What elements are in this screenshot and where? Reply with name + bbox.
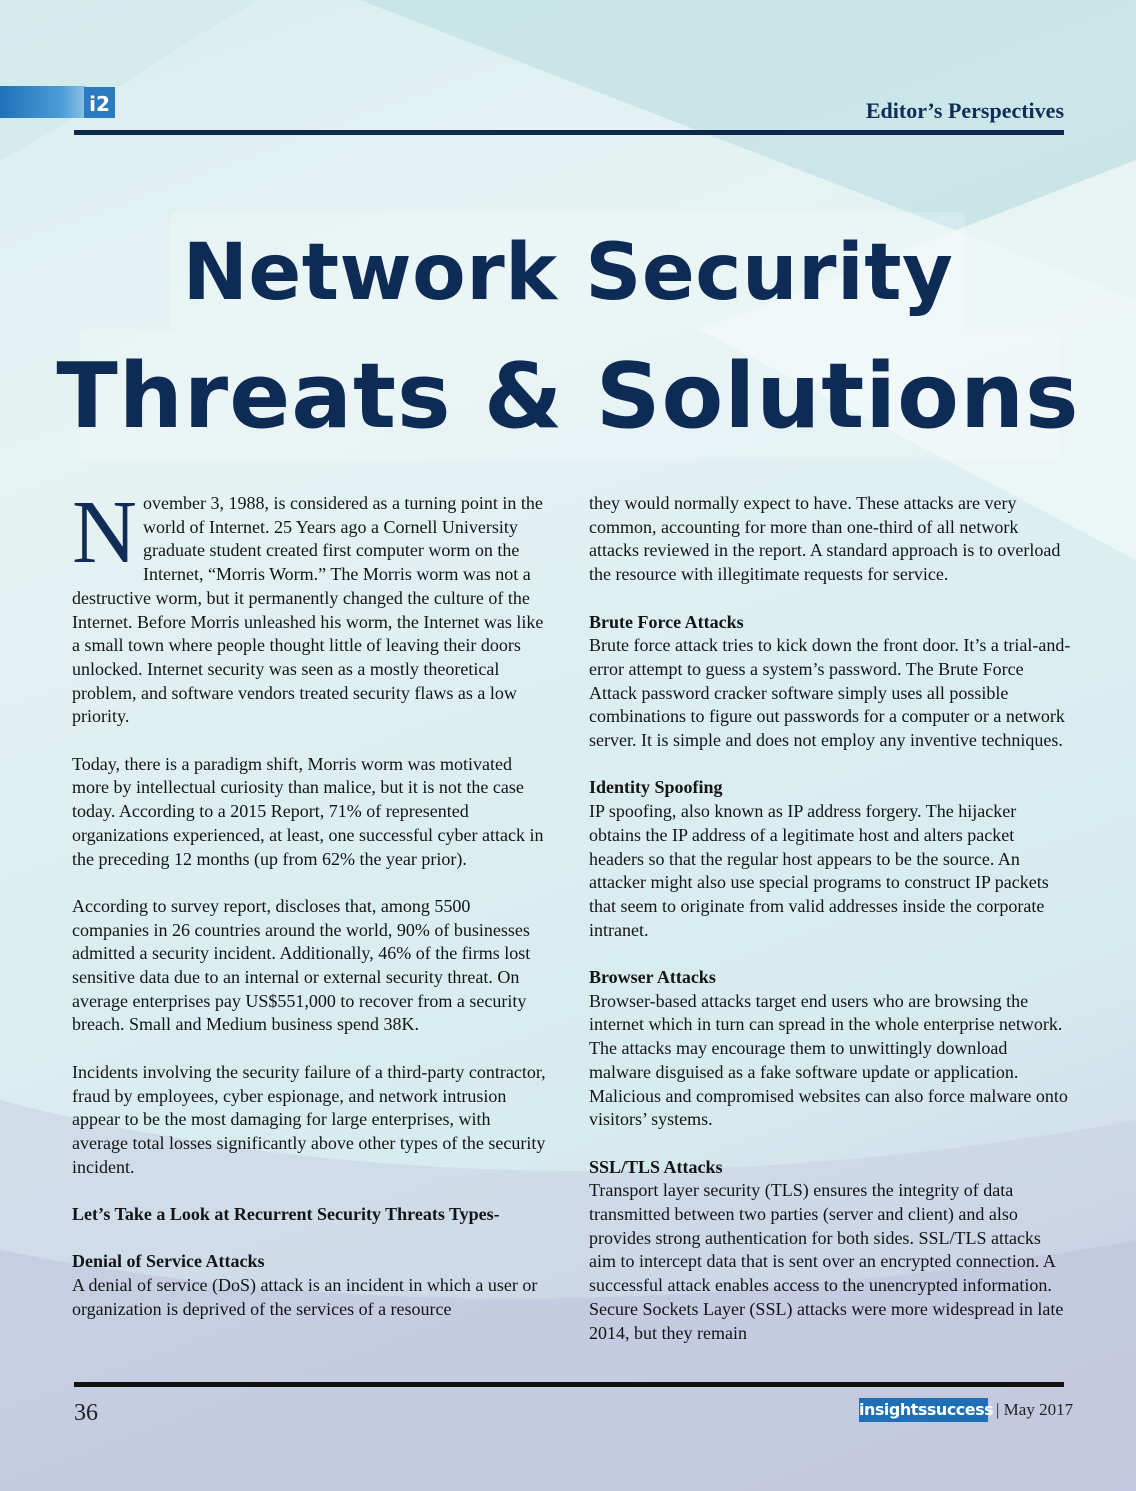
heading-browser-attacks: Browser Attacks: [589, 967, 716, 988]
insights-success-logo: insightssuccess: [859, 1398, 988, 1422]
paragraph-dos-continued: they would normally expect to have. These attacks are very common, accounting for more than one-third of all network attacks reviewed in the report. A standard approach is to overload the resource with illegitimate requests for service.: [589, 493, 1061, 585]
paragraph-dos: A denial of service (DoS) attack is an incident in which a user or organization is deprived of the services of a resource: [72, 1275, 538, 1319]
paragraph-survey: According to survey report, discloses that, among 5500 companies in 26 countries around the world, 90% of businesses admitted a security incident. Additionally, 46% of the firms lost sensitive data due to an internal or external security threat. On average enterprises pay US$551,000 to recover from a security breach. Small and Medium business spend 38K.: [72, 895, 531, 1035]
paragraph-brute-force: Brute force attack tries to kick down the front door. It’s a trial-and-error attempt to guess a system’s password. The Brute Force Attack password cracker software simply uses all possible combinations to figure out passwords for a computer or a network server. It is simple and does not employ any inventive techniques.: [589, 635, 1071, 751]
section-label: Editor’s Perspectives: [865, 98, 1064, 123]
paragraph-ssl-tls: Transport layer security (TLS) ensures the integrity of data transmitted between two parties (server and client) and also provides strong authentication for both sides. SSL/TLS attacks aim to intercept data that is sent over an encrypted connection. A successful attack enables access to the unencrypted information. Secure Sockets Layer (SSL) attacks were more widespread in late 2014, but they remain: [589, 1180, 1064, 1343]
paragraph-paradigm-shift: Today, there is a paradigm shift, Morris worm was motivated more by intellectual curiosity than malice, but it is not the case today. According to a 2015 Report, 71% of represented organizations experienced, at least, one successful cyber attack in the preceding 12 months (up from 62% the year prior).: [72, 753, 544, 869]
heading-ssl-tls: SSL/TLS Attacks: [589, 1156, 723, 1177]
heading-dos: Denial of Service Attacks: [72, 1251, 265, 1272]
magazine-logo-icon: [84, 87, 115, 118]
header-color-tab: [0, 86, 86, 118]
right-column: [589, 492, 1071, 1345]
heading-threat-types: Let’s Take a Look at Recurrent Security Threats Types-: [72, 1204, 500, 1225]
article-title-line-1: Network Security: [182, 228, 954, 318]
paragraph-browser-attacks: Browser-based attacks target end users who are browsing the internet which in turn can spread in the whole enterprise network. The attacks may encourage them to unwittingly download malware disguised as a fake software update or application. Malicious and compromised websites can also force malware onto visitors’ systems.: [589, 990, 1068, 1130]
paragraph-incidents: Incidents involving the security failure of a third-party contractor, fraud by employees, cyber espionage, and network intrusion appear to be the most damaging for large enterprises, with average total losses significantly above other types of the security incident.: [72, 1061, 546, 1177]
issue-date: | May 2017: [996, 1400, 1074, 1419]
heading-brute-force: Brute Force Attacks: [589, 611, 744, 632]
magazine-logo-text: i2: [89, 92, 110, 116]
drop-cap: N: [72, 483, 137, 582]
paragraph-identity-spoofing: IP spoofing, also known as IP address forgery. The hijacker obtains the IP address of a legitimate host and alters packet headers so that the regular host appears to be the source. An attacker might also use special programs to construct IP packets that seem to originate from valid addresses inside the corporate intranet.: [589, 801, 1049, 940]
header-rule: [74, 130, 1064, 135]
intro-paragraph: [72, 483, 550, 729]
footer-rule: [74, 1382, 1064, 1387]
article-title-line-2: Threats & Solutions: [56, 344, 1080, 449]
left-column: [72, 483, 550, 1322]
heading-identity-spoofing: Identity Spoofing: [589, 777, 723, 798]
page-number: 36: [74, 1400, 98, 1426]
intro-text: ovember 3, 1988, is considered as a turning point in the world of Internet. 25 Years ago a Cornell University graduate student created first computer worm on the Internet, “Morris Worm.” The Morris worm was not a destructive worm, but it permanently changed the culture of the Internet. Before Morris unleashed his worm, the Internet was like a small town where people thought little of leaving their doors unlocked. Internet security was seen as a mostly theoretical problem, and software vendors treated security flaws as a low priority.: [72, 493, 544, 727]
